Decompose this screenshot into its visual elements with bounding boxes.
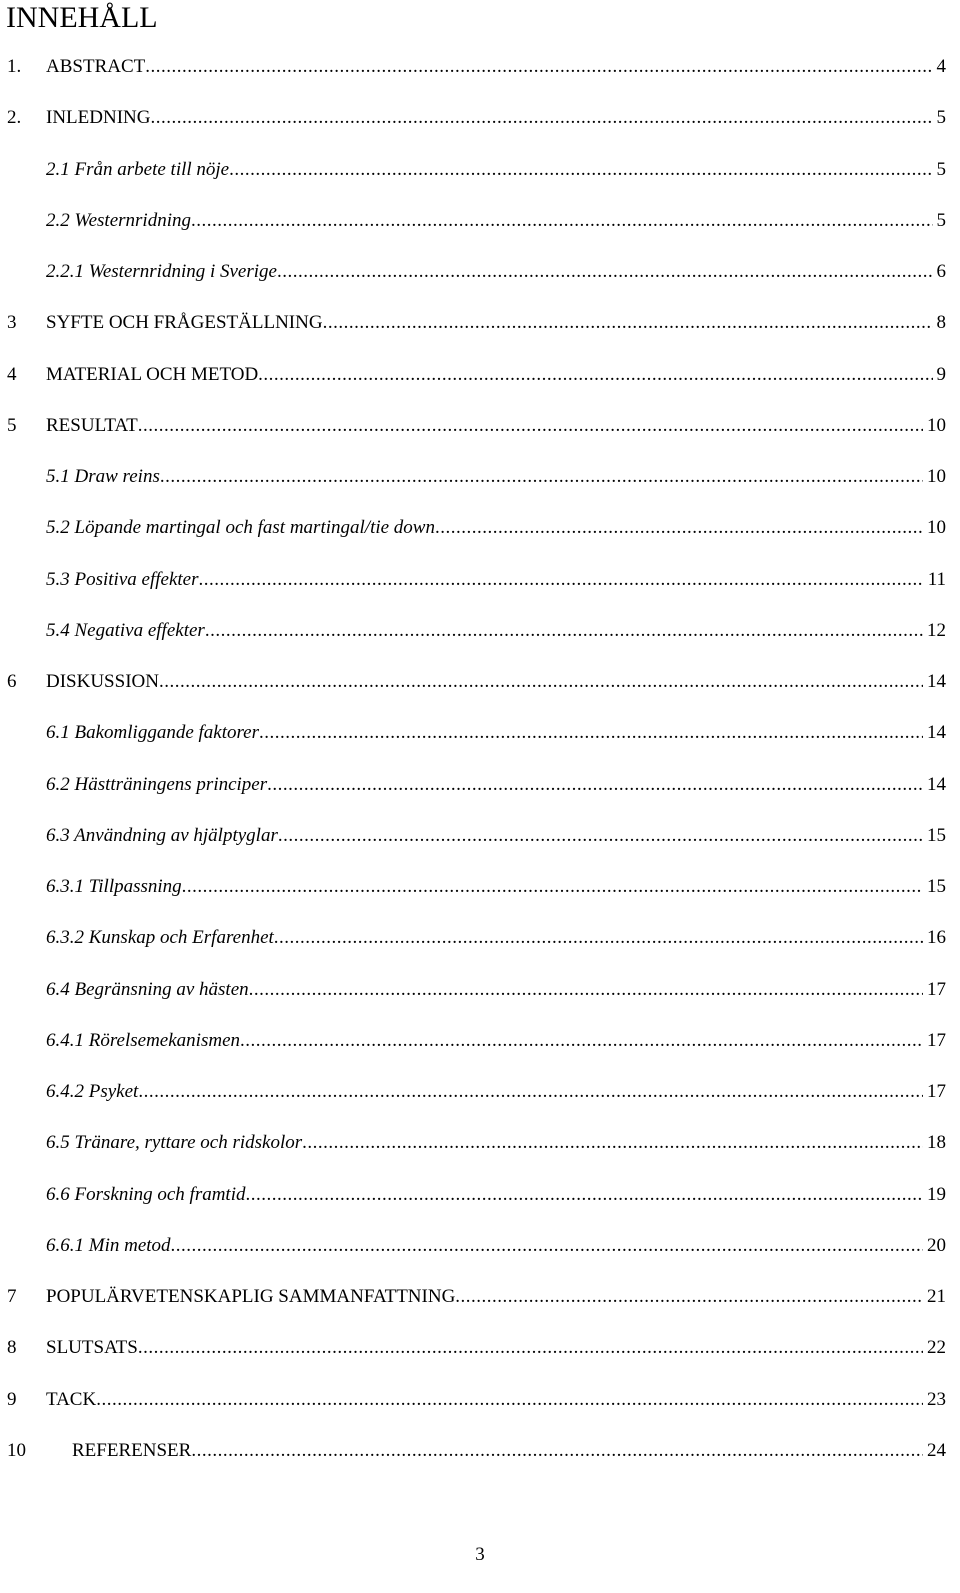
toc-leader-dots [229, 149, 932, 191]
toc-entry[interactable] [0, 712, 960, 763]
toc-entry[interactable] [0, 1122, 960, 1173]
toc-entry-page: 20 [927, 1234, 946, 1256]
toc-leader-dots [160, 456, 923, 498]
toc-entry-label: 6.4.2 Psyket [46, 1081, 139, 1102]
toc-entry[interactable] [0, 456, 960, 507]
toc-entry-number: 8 [7, 1337, 17, 1359]
toc-entry-line [72, 1430, 946, 1472]
toc-entry-number: 1. [7, 56, 22, 77]
toc-entry[interactable] [0, 1327, 960, 1378]
toc-entry-label: REFERENSER [72, 1439, 192, 1461]
toc-entry[interactable] [0, 610, 960, 661]
toc-entry-label: 2.2 Westernridning [46, 209, 191, 231]
toc-entry-label: POPULÄRVETENSKAPLIG SAMMANFATTNING [46, 1286, 456, 1307]
toc-entry-label: 2.2.1 Westernridning i Sverige [46, 261, 277, 282]
toc-entry-label: 6.3.2 Kunskap och Erfarenhet [46, 927, 274, 949]
toc-entry-page: 15 [927, 876, 946, 897]
toc-entry-line [46, 866, 946, 908]
toc-leader-dots [258, 354, 932, 396]
toc-entry[interactable] [0, 1174, 960, 1225]
toc-leader-dots [259, 712, 923, 754]
toc-leader-dots [159, 661, 923, 703]
toc-entry-line [46, 354, 946, 396]
toc-leader-dots [455, 1276, 923, 1318]
toc-entry-page: 5 [936, 209, 946, 231]
toc-entry-line [46, 405, 946, 447]
toc-entry-page: 14 [927, 722, 946, 744]
toc-entry-page: 4 [936, 56, 946, 77]
toc-entry-line [46, 251, 946, 293]
toc-entry-label: 5.3 Positiva effekter [46, 568, 199, 590]
toc-entry[interactable] [0, 354, 960, 405]
toc-leader-dots [274, 917, 923, 959]
toc-entry-line [46, 1225, 946, 1267]
toc-leader-dots [435, 507, 923, 549]
toc-entry-page: 15 [927, 824, 946, 846]
toc-entry[interactable] [0, 764, 960, 815]
toc-entry-label: 6.3 Användning av hjälptyglar [46, 824, 278, 846]
toc-leader-dots [171, 1225, 923, 1267]
toc-entry-label: 2.1 Från arbete till nöje [46, 158, 230, 180]
toc-entry-line [46, 507, 946, 549]
toc-leader-dots [198, 559, 923, 601]
toc-entry[interactable] [0, 507, 960, 558]
toc-entry-page: 17 [927, 1081, 946, 1102]
toc-entry[interactable] [0, 149, 960, 200]
toc-entry[interactable] [0, 969, 960, 1020]
toc-entry[interactable] [0, 46, 960, 97]
toc-entry-label: ABSTRACT [46, 56, 146, 77]
toc-entry[interactable] [0, 200, 960, 251]
toc-entry-label: 6.1 Bakomliggande faktorer [46, 722, 260, 744]
toc-entry-number: 9 [7, 1388, 17, 1410]
toc-entry[interactable] [0, 1379, 960, 1430]
toc-entry[interactable] [0, 866, 960, 917]
toc-leader-dots [240, 1020, 923, 1062]
toc-entry-page: 18 [927, 1132, 946, 1154]
toc-leader-dots [182, 866, 923, 908]
toc-entry-label: 5.1 Draw reins [46, 466, 160, 487]
toc-entry-number: 10 [7, 1439, 26, 1461]
toc-entry-label: 6.6.1 Min metod [46, 1234, 171, 1256]
toc-entry-number: 3 [7, 312, 17, 334]
toc-entry-label: SLUTSATS [46, 1337, 138, 1359]
toc-entry-line [46, 456, 946, 498]
toc-entry-label: 6.4 Begränsning av hästen [46, 978, 249, 1000]
toc-entry[interactable] [0, 1276, 960, 1327]
toc-entry-number: 6 [7, 671, 17, 692]
toc-entry-line [46, 815, 946, 857]
toc-entry-label: DISKUSSION [46, 671, 159, 692]
toc-leader-dots [267, 764, 923, 806]
toc-entry-label: 6.2 Hästträningens principer [46, 773, 268, 795]
toc-entry-line [46, 764, 946, 806]
toc-entry[interactable] [0, 917, 960, 968]
toc-leader-dots [323, 302, 933, 344]
toc-entry-page: 14 [927, 773, 946, 795]
toc-entry-line [46, 917, 946, 959]
toc-entry-page: 23 [927, 1388, 946, 1410]
toc-entry-page: 19 [927, 1183, 946, 1205]
toc-entry[interactable] [0, 1071, 960, 1122]
toc-entry-label: 6.6 Forskning och framtid [46, 1183, 246, 1205]
toc-leader-dots [302, 1122, 923, 1164]
toc-leader-dots [205, 610, 923, 652]
toc-entry-line [46, 1020, 946, 1062]
toc-entry-label: SYFTE OCH FRÅGESTÄLLNING [46, 312, 323, 334]
toc-entry-line [46, 661, 946, 703]
toc-entry-line [46, 97, 946, 139]
toc-entry-line [46, 149, 946, 191]
toc-leader-dots [246, 1174, 924, 1216]
toc-entry-number: 2. [7, 107, 22, 129]
toc-leader-dots [191, 200, 933, 242]
toc-entry-page: 9 [936, 363, 946, 385]
toc-entry-number: 7 [7, 1286, 17, 1307]
toc-entry-line [46, 200, 946, 242]
toc-entry-label: TACK [46, 1388, 97, 1410]
toc-entry-page: 22 [927, 1337, 946, 1359]
toc-entry[interactable] [0, 559, 960, 610]
toc-entry-line [46, 1174, 946, 1216]
toc-entry-line [46, 712, 946, 754]
toc-entry-page: 16 [927, 927, 946, 949]
toc-entry-line [46, 969, 946, 1011]
toc-entry[interactable] [0, 815, 960, 866]
toc-entry-page: 17 [927, 978, 946, 1000]
toc-entry-label: 6.3.1 Tillpassning [46, 876, 182, 897]
toc-entry-page: 17 [927, 1029, 946, 1051]
toc-leader-dots [96, 1379, 923, 1421]
toc-leader-dots [138, 405, 923, 447]
toc-entry-label: MATERIAL OCH METOD [46, 363, 259, 385]
toc-entry-line [46, 1071, 946, 1113]
toc-entry[interactable] [0, 302, 960, 353]
toc-leader-dots [249, 969, 923, 1011]
toc-entry-number: 5 [7, 414, 17, 436]
toc-entry[interactable] [0, 1020, 960, 1071]
toc-leader-dots [150, 97, 932, 139]
toc-entry-label: 6.4.1 Rörelsemekanismen [46, 1029, 240, 1051]
toc-entry-line [46, 610, 946, 652]
toc-entry-line [46, 1379, 946, 1421]
toc-heading: INNEHÅLL [6, 1, 158, 34]
toc-entry-label: RESULTAT [46, 414, 138, 436]
toc-entry-page: 21 [927, 1286, 946, 1307]
toc-entry-page: 12 [927, 619, 946, 641]
toc-leader-dots [138, 1327, 923, 1369]
toc-entry[interactable] [0, 251, 960, 302]
toc-entry-number: 4 [7, 363, 17, 385]
toc-entry-page: 10 [927, 414, 946, 436]
toc-entry-line [46, 1327, 946, 1369]
toc-leader-dots [145, 46, 932, 88]
toc-entry-label: INLEDNING [46, 107, 151, 129]
page-number: 3 [475, 1544, 485, 1565]
toc-entry-line [46, 1276, 946, 1318]
toc-entry[interactable] [0, 661, 960, 712]
toc-entry[interactable] [0, 1430, 960, 1481]
toc-entry-page: 5 [936, 158, 946, 180]
toc-entry-line [46, 302, 946, 344]
toc-entry-line [46, 559, 946, 601]
toc-entry-page: 6 [936, 261, 946, 282]
toc-entry-page: 24 [927, 1439, 946, 1461]
toc-entry-line [46, 1122, 946, 1164]
toc-entry[interactable] [0, 97, 960, 148]
toc-entry-page: 11 [927, 568, 946, 590]
toc-entry-line [46, 46, 946, 88]
toc-entry-page: 10 [927, 517, 946, 539]
toc-entry-page: 14 [927, 671, 946, 692]
toc-entry[interactable] [0, 1225, 960, 1276]
toc-entry-page: 5 [936, 107, 946, 129]
toc-entry-label: 5.2 Löpande martingal och fast martingal/tie down [46, 517, 435, 539]
toc-leader-dots [277, 251, 933, 293]
toc-entry-label: 5.4 Negativa effekter [46, 619, 205, 641]
table-of-contents [0, 46, 960, 1481]
toc-entry-label: 6.5 Tränare, ryttare och ridskolor [46, 1132, 303, 1154]
toc-entry-page: 8 [936, 312, 946, 334]
toc-leader-dots [278, 815, 923, 857]
toc-entry[interactable] [0, 405, 960, 456]
toc-leader-dots [138, 1071, 923, 1113]
toc-leader-dots [191, 1430, 923, 1472]
toc-entry-page: 10 [927, 466, 946, 487]
